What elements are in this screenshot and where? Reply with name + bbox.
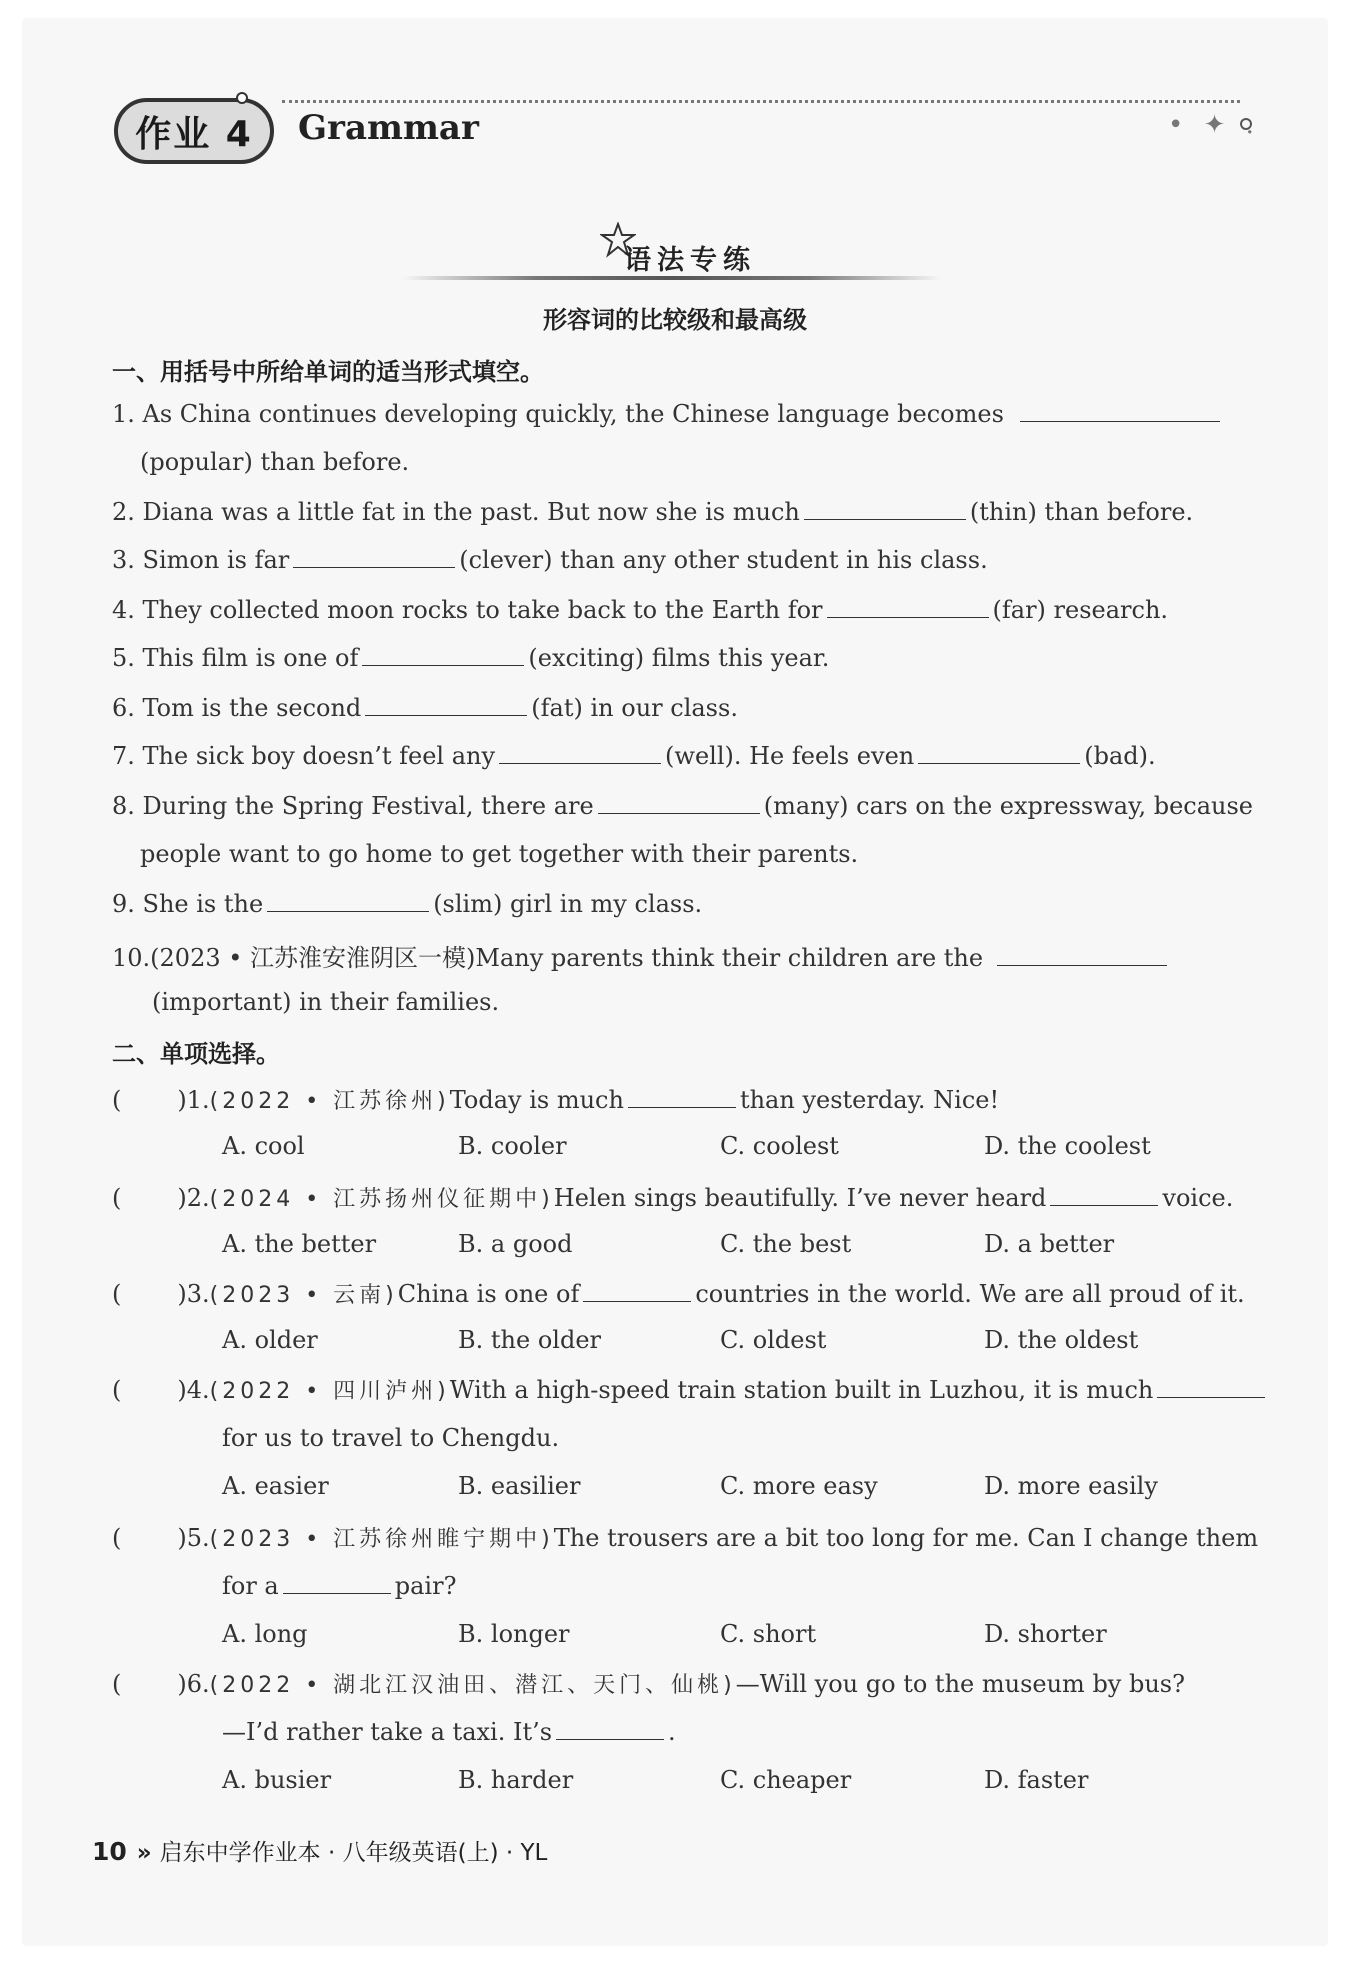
q-text: —I’d rather take a taxi. It’s — [222, 1718, 553, 1746]
q-text: for a — [222, 1572, 279, 1600]
q9-text: 9. She is the — [112, 890, 264, 918]
q7-line — [112, 742, 1156, 770]
q-source: (2022 • 江苏徐州) — [209, 1089, 450, 1114]
q-text: —Will you go to the museum by bus? — [735, 1670, 1185, 1698]
q3-hint: (clever) than any other student in his class. — [459, 546, 988, 574]
q8-line1 — [112, 792, 1253, 820]
page-footer — [92, 1834, 547, 1867]
q10-text: 10.(2023 • 江苏淮安淮阴区一模)Many parents think their children are the — [112, 944, 984, 972]
q-source: (2023 • 江苏徐州睢宁期中) — [209, 1527, 554, 1552]
option-c[interactable]: C. cheaper — [720, 1766, 852, 1794]
option-d[interactable]: D. more easily — [984, 1472, 1158, 1500]
q8-text: 8. During the Spring Festival, there are — [112, 792, 594, 820]
answer-blank[interactable] — [293, 566, 455, 568]
option-c[interactable]: C. more easy — [720, 1472, 878, 1500]
q7-text: 7. The sick boy doesn’t feel any — [112, 742, 496, 770]
part2-title: 二、单项选择。 — [112, 1040, 280, 1068]
q6-line — [112, 694, 738, 722]
q-source: (2022 • 四川泸州) — [209, 1379, 450, 1404]
answer-blank[interactable] — [267, 910, 429, 912]
answer-paren[interactable]: ( — [112, 1086, 122, 1114]
option-a[interactable]: A. long — [222, 1620, 308, 1648]
option-c[interactable]: C. the best — [720, 1230, 852, 1258]
q9-hint: (slim) girl in my class. — [433, 890, 703, 918]
q5-text: 5. This film is one of — [112, 644, 359, 672]
answer-blank[interactable] — [583, 1300, 691, 1302]
answer-blank[interactable] — [918, 762, 1080, 764]
option-d[interactable]: D. the coolest — [984, 1132, 1151, 1160]
answer-blank[interactable] — [499, 762, 661, 764]
q-text: Helen sings beautifully. I’ve never heard — [553, 1184, 1047, 1212]
option-a[interactable]: A. older — [222, 1326, 318, 1354]
q-text: voice. — [1162, 1184, 1234, 1212]
answer-paren[interactable]: ( — [112, 1670, 122, 1698]
mc-q4-line2: for us to travel to Chengdu. — [222, 1424, 560, 1452]
q4-hint: (far) research. — [992, 596, 1169, 624]
answer-paren[interactable]: ( — [112, 1524, 122, 1552]
q-text: Today is much — [449, 1086, 624, 1114]
q1-line2: (popular) than before. — [140, 448, 410, 476]
option-a[interactable]: A. busier — [222, 1766, 332, 1794]
answer-blank[interactable] — [1157, 1396, 1265, 1398]
q-text: than yesterday. Nice! — [739, 1086, 1000, 1114]
answer-blank[interactable] — [628, 1106, 736, 1108]
q3-line — [112, 546, 988, 574]
answer-blank[interactable] — [1020, 420, 1220, 422]
q8-line2: people want to go home to get together with their parents. — [140, 840, 859, 868]
q2-text: 2. Diana was a little fat in the past. But now she is much — [112, 498, 800, 526]
double-chevron-icon: » — [136, 1840, 152, 1866]
answer-blank[interactable] — [804, 518, 966, 520]
q-text: pair? — [394, 1572, 457, 1600]
q6-text: 6. Tom is the second — [112, 694, 362, 722]
part1-title: 一、用括号中所给单词的适当形式填空。 — [112, 358, 544, 386]
q4-line — [112, 596, 1168, 624]
q-num: )5. — [177, 1524, 210, 1552]
badge-ring-icon — [236, 92, 248, 104]
answer-blank[interactable] — [283, 1592, 391, 1594]
option-b[interactable]: B. harder — [458, 1766, 574, 1794]
q5-line — [112, 644, 829, 672]
header-dotted-line — [282, 100, 1240, 103]
sparkle-icon: • ✦ . — [1168, 110, 1260, 140]
q-text: countries in the world. We are all proud of it. — [695, 1280, 1245, 1308]
option-d[interactable]: D. faster — [984, 1766, 1089, 1794]
q-num: )1. — [177, 1086, 210, 1114]
option-d[interactable]: D. shorter — [984, 1620, 1107, 1648]
option-b[interactable]: B. a good — [458, 1230, 573, 1258]
answer-paren[interactable]: ( — [112, 1280, 122, 1308]
mc-q5-line2 — [222, 1572, 456, 1600]
ring-icon — [1240, 118, 1252, 130]
q-num: )6. — [177, 1670, 210, 1698]
page-title: Grammar — [298, 108, 479, 148]
option-b[interactable]: B. easilier — [458, 1472, 581, 1500]
q-source: (2023 • 云南) — [209, 1283, 398, 1308]
q2-hint: (thin) than before. — [969, 498, 1194, 526]
section-subtitle: 形容词的比较级和最高级 — [543, 306, 807, 334]
q-text: China is one of — [397, 1280, 580, 1308]
q-num: )2. — [177, 1184, 210, 1212]
answer-blank[interactable] — [365, 714, 527, 716]
homework-badge: 作业 4 — [114, 98, 274, 164]
answer-blank[interactable] — [827, 616, 989, 618]
answer-blank[interactable] — [556, 1738, 664, 1740]
q-num: )4. — [177, 1376, 210, 1404]
mc-q6-line1 — [112, 1668, 1185, 1699]
section-underline — [402, 276, 942, 280]
option-a[interactable]: A. easier — [222, 1472, 329, 1500]
q4-text: 4. They collected moon rocks to take back to the Earth for — [112, 596, 823, 624]
answer-blank[interactable] — [1050, 1204, 1158, 1206]
q9-line — [112, 890, 702, 918]
mc-q5-line1 — [112, 1522, 1258, 1553]
q10-line1 — [112, 938, 1171, 973]
option-d[interactable]: D. a better — [984, 1230, 1115, 1258]
option-d[interactable]: D. the oldest — [984, 1326, 1139, 1354]
mc-q1 — [112, 1084, 999, 1115]
q8-hint: (many) cars on the expressway, because — [763, 792, 1253, 820]
mc-q3 — [112, 1278, 1245, 1309]
q-text: . — [668, 1718, 676, 1746]
option-c[interactable]: C. coolest — [720, 1132, 839, 1160]
option-c[interactable]: C. short — [720, 1620, 817, 1648]
q5-hint: (exciting) films this year. — [528, 644, 830, 672]
q7-hint-b: (bad). — [1084, 742, 1156, 770]
answer-blank[interactable] — [997, 964, 1167, 966]
q1-text: 1. As China continues developing quickly, the Chinese language becomes — [112, 400, 1004, 428]
answer-paren[interactable]: ( — [112, 1376, 122, 1404]
q7-hint-a: (well). He feels even — [665, 742, 915, 770]
q1-line1 — [112, 400, 1224, 428]
answer-blank[interactable] — [598, 812, 760, 814]
q6-hint: (fat) in our class. — [531, 694, 738, 722]
option-a[interactable]: A. cool — [222, 1132, 305, 1160]
mc-q4-line1 — [112, 1374, 1269, 1405]
q3-text: 3. Simon is far — [112, 546, 290, 574]
q-text: The trousers are a bit too long for me. Can I change them — [553, 1524, 1259, 1552]
mc-q6-line2 — [222, 1718, 676, 1746]
q-text: With a high-speed train station built in Luzhou, it is much — [449, 1376, 1154, 1404]
answer-paren[interactable]: ( — [112, 1184, 122, 1212]
mc-q2 — [112, 1182, 1233, 1213]
option-a[interactable]: A. the better — [222, 1230, 377, 1258]
option-b[interactable]: B. longer — [458, 1620, 570, 1648]
option-b[interactable]: B. cooler — [458, 1132, 567, 1160]
q-source: (2022 • 湖北江汉油田、潜江、天门、仙桃) — [209, 1673, 736, 1698]
page-number: 10 — [92, 1837, 127, 1866]
answer-blank[interactable] — [362, 664, 524, 666]
option-c[interactable]: C. oldest — [720, 1326, 827, 1354]
option-b[interactable]: B. the older — [458, 1326, 601, 1354]
q-source: (2024 • 江苏扬州仪征期中) — [209, 1187, 554, 1212]
section-title: 语法专练 — [624, 245, 756, 276]
q-num: )3. — [177, 1280, 210, 1308]
book-title: 启东中学作业本 · 八年级英语(上) · YL — [159, 1840, 548, 1866]
q10-line2: (important) in their families. — [152, 988, 500, 1016]
q2-line — [112, 498, 1193, 526]
